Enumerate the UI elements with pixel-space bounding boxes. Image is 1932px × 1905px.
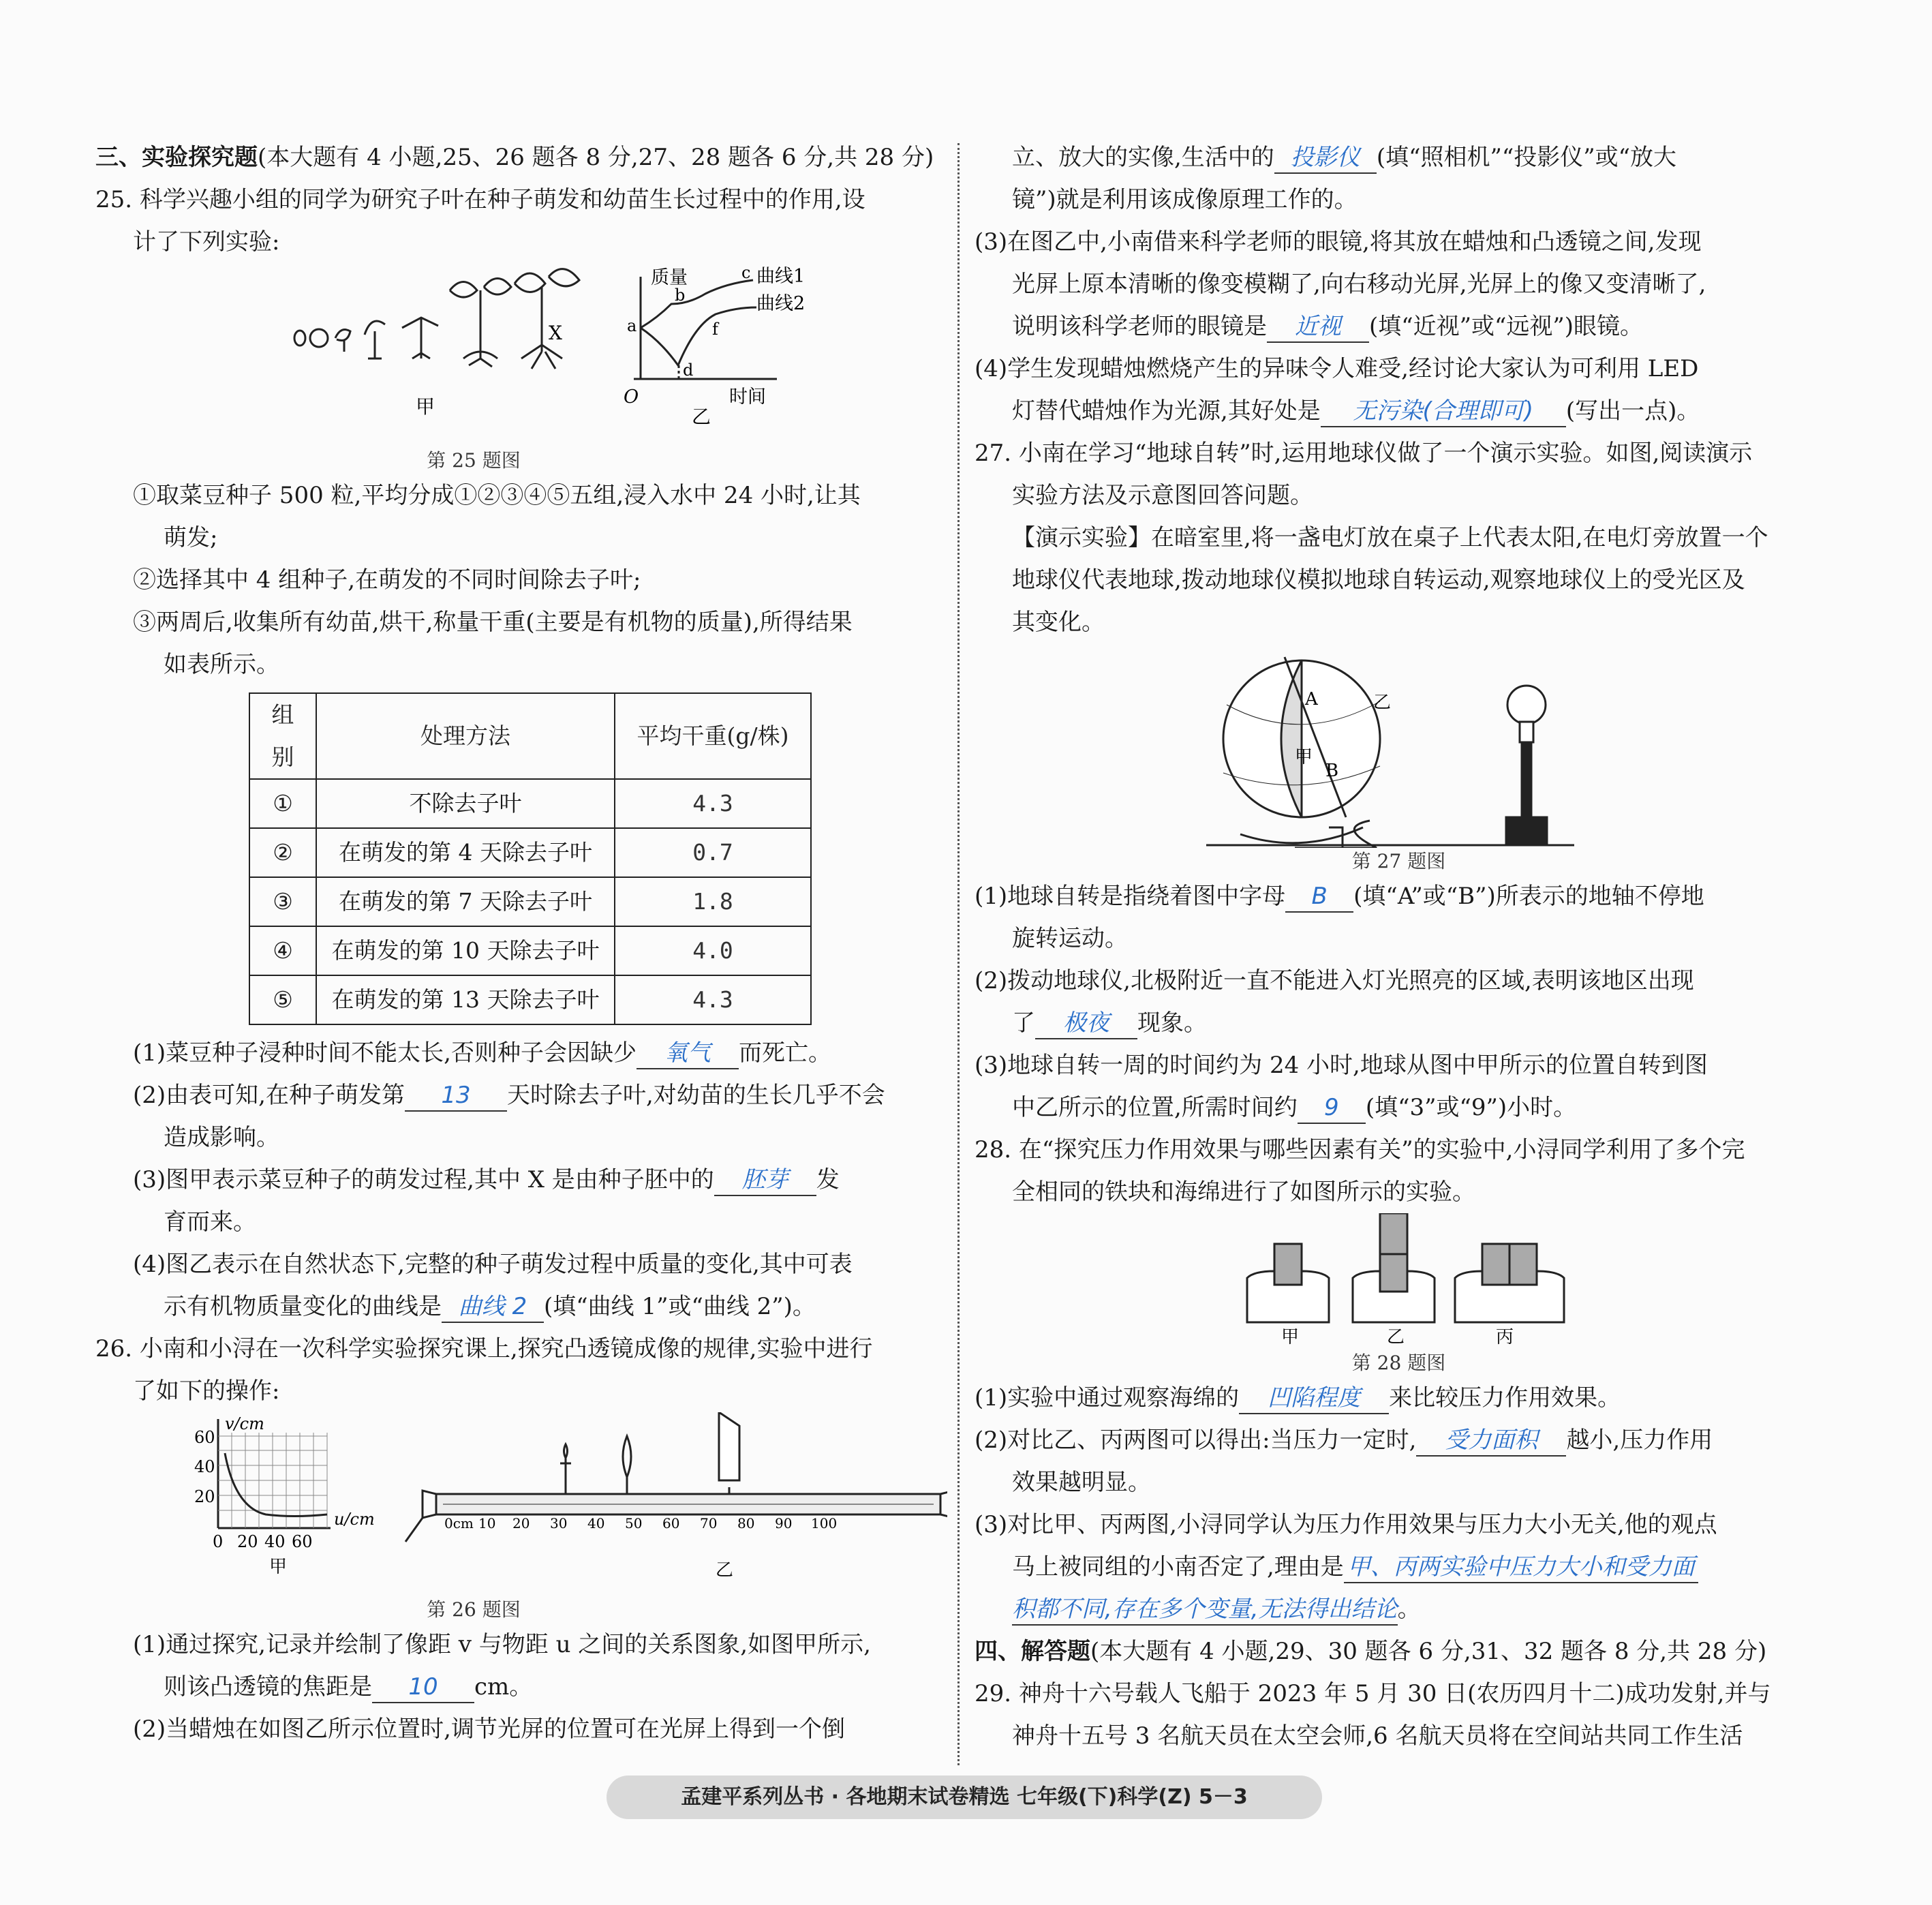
v-axis-label: v/cm: [225, 1414, 264, 1433]
q25-step-2: ②选择其中 4 组种子,在萌发的不同时间除去子叶;: [133, 566, 641, 594]
y-tick: 40: [194, 1457, 215, 1476]
page-footer: 孟建平系列丛书 · 各地期末试卷精选 七年级(下)科学(Z) 5－3: [607, 1776, 1322, 1819]
label-yi: 乙: [1387, 1327, 1405, 1347]
section-4-heading: 四、解答题(本大题有 4 小题,29、30 题各 6 分,31、32 题各 8 分,共 28 分): [975, 1638, 1767, 1665]
q26-part-3-end: 说明该科学老师的眼镜是 近视 (填“近视”或“远视”)眼镜。: [975, 305, 1823, 348]
q25-step-1a: ①取菜豆种子 500 粒,平均分成①②③④⑤五组,浸入水中 24 小时,让其: [133, 482, 861, 509]
table-cell: ⑤: [249, 975, 316, 1024]
answer-blank: 13: [405, 1080, 507, 1112]
fig-26-yi-label: 乙: [716, 1560, 734, 1581]
lamp: [1506, 686, 1547, 844]
figure-28-caption: 第 28 题图: [1351, 1352, 1446, 1374]
right-column: [975, 136, 1823, 1757]
q25-part-3-cont: 育而来。: [164, 1208, 256, 1236]
q27-stem-2: 实验方法及示意图回答问题。: [1012, 482, 1313, 509]
q28-part-2-cont: 效果越明显。: [1012, 1469, 1151, 1496]
q25-part-2-cont: 造成影响。: [164, 1124, 279, 1151]
q27-demo-2: 地球仪代表地球,拨动地球仪模拟地球自转运动,观察地球仪上的受光区及: [1012, 566, 1745, 594]
ruler-tick: 20: [512, 1515, 530, 1531]
q25-part-1: (1)菜豆种子浸种时间不能太长,否则种子会因缺少 氧气 而死亡。: [95, 1032, 947, 1074]
q28-stem: 28. 在“探究压力作用效果与哪些因素有关”的实验中,小浔同学利用了多个完: [975, 1136, 1745, 1163]
table-row: [249, 926, 811, 975]
q28-part-3: (3)对比甲、丙两图,小浔同学认为压力作用效果与压力大小无关,他的观点: [975, 1511, 1717, 1538]
figure-27-caption: 第 27 题图: [1351, 850, 1446, 872]
answer-blank: 无污染(合理即可): [1321, 396, 1566, 427]
table-cell: ③: [249, 877, 316, 926]
label-a: A: [1305, 689, 1318, 710]
table-header: 平均干重(g/株): [615, 693, 811, 779]
answer-blank: 近视: [1267, 311, 1369, 343]
answer-blank: 凹陷程度: [1239, 1383, 1389, 1414]
q27-part-3-cont: 中乙所示的位置,所需时间约 9 (填“3”或“9”)小时。: [975, 1086, 1823, 1129]
q26-part-2: (2)当蜡烛在如图乙所示位置时,调节光屏的位置可在光屏上得到一个倒: [133, 1716, 845, 1743]
curve-2-label: 曲线2: [756, 293, 806, 314]
q26-stem: 26. 小南和小浔在一次科学实验探究课上,探究凸透镜成像的规律,实验中进行: [95, 1335, 873, 1362]
q27-part-3: (3)地球自转一周的时间约为 24 小时,地球从图中甲所示的位置自转到图: [975, 1052, 1708, 1079]
q25-part-4: (4)图乙表示在自然状态下,完整的种子萌发过程中质量的变化,其中可表: [133, 1251, 853, 1278]
q25-step-3a: ③两周后,收集所有幼苗,烘干,称量干重(主要是有机物的质量),所得结果: [133, 609, 853, 636]
q28-part-2: (2)对比乙、丙两图可以得出:当压力一定时, 受力面积 越小,压力作用: [975, 1419, 1823, 1461]
q25-stem-2: 计了下列实验:: [133, 228, 280, 256]
table-cell: 1.8: [615, 877, 811, 926]
q26-part-4: (4)学生发现蜡烛燃烧产生的异味令人难受,经讨论大家认为可利用 LED: [975, 355, 1699, 382]
q27-demo-3: 其变化。: [1012, 609, 1105, 636]
table-cell: 4.3: [615, 975, 811, 1024]
q26-part-3: (3)在图乙中,小南借来科学老师的眼镜,将其放在蜡烛和凸透镜之间,发现: [975, 228, 1702, 256]
sponge-jia: [1247, 1244, 1329, 1322]
fig-25-yi-label: 乙: [692, 406, 711, 428]
sponge-bing: [1455, 1244, 1564, 1322]
q28-stem-2: 全相同的铁块和海绵进行了如图所示的实验。: [1012, 1178, 1475, 1206]
q25-part-4-cont: 示有机物质量变化的曲线是 曲线 2 (填“曲线 1”或“曲线 2”)。: [95, 1285, 947, 1328]
figure-27: [975, 643, 1823, 848]
q26-part-3-cont: 光屏上原本清晰的像变模糊了,向右移动光屏,光屏上的像又变清晰了,: [1012, 271, 1706, 298]
ruler-tick: 100: [811, 1515, 838, 1531]
u-axis-label: u/cm: [334, 1510, 375, 1529]
figure-25-drawing: [95, 263, 947, 447]
table-cell: 在萌发的第 7 天除去子叶: [316, 877, 615, 926]
ruler-tick: 40: [587, 1515, 605, 1531]
x-tick: 20: [237, 1532, 258, 1551]
answer-blank: 受力面积: [1416, 1425, 1566, 1457]
graph-x-label: 时间: [729, 386, 766, 408]
figure-26-caption: 第 26 题图: [427, 1598, 521, 1621]
q25-stem: 25. 科学兴趣小组的同学为研究子叶在种子萌发和幼苗生长过程中的作用,设: [95, 186, 865, 213]
table-row: [249, 877, 811, 926]
y-tick: 60: [194, 1428, 215, 1447]
ruler-tick: 0cm: [444, 1515, 474, 1531]
figure-26-drawing: [95, 1412, 947, 1596]
q27-demo: 【演示实验】在暗室里,将一盏电灯放在桌子上代表太阳,在电灯旁放置一个: [1012, 524, 1768, 551]
fig-26-jia-label: 甲: [269, 1557, 288, 1577]
ruler-tick: 80: [737, 1515, 755, 1531]
ruler-tick: 50: [625, 1515, 643, 1531]
x-tick: 40: [264, 1532, 286, 1551]
q27-part-1: (1)地球自转是指绕着图中字母 B (填“A”或“B”)所表示的地轴不停地: [975, 875, 1823, 917]
figure-25: [95, 263, 947, 447]
label-yi: 乙: [1373, 692, 1392, 713]
q29-line-1: 29. 神舟十六号载人飞船于 2023 年 5 月 30 日(农历四月十二)成功发射,并与: [975, 1680, 1771, 1707]
ruler-tick: 10: [478, 1515, 496, 1531]
label-jia: 甲: [1295, 747, 1313, 767]
q25-step-1b: 萌发;: [164, 524, 218, 551]
mass-time-graph: [634, 277, 777, 379]
answer-blank: 9: [1298, 1093, 1366, 1124]
label-jia: 甲: [1281, 1327, 1300, 1347]
table-cell: 0.7: [615, 828, 811, 877]
point-d: d: [683, 361, 694, 380]
figure-27-drawing: [975, 643, 1823, 848]
answer-blank: 投影仪: [1274, 142, 1377, 174]
left-column: [95, 136, 947, 1750]
table-header-row: [249, 693, 811, 779]
table-row: [249, 975, 811, 1024]
column-divider: [957, 143, 960, 1765]
q27-part-2: (2)拨动地球仪,北极附近一直不能进入灯光照亮的区域,表明该地区出现: [975, 967, 1694, 994]
table-cell: ①: [249, 779, 316, 828]
label-b: B: [1325, 761, 1339, 781]
section-3-heading: 三、实验探究题(本大题有 4 小题,25、26 题各 8 分,27、28 题各 6 分,共 28 分): [95, 144, 934, 171]
graph-y-label: 质量: [651, 267, 688, 288]
point-a: a: [627, 316, 637, 335]
table-cell: 4.0: [615, 926, 811, 975]
q26-part-4-cont: 灯替代蜡烛作为光源,其好处是 无污染(合理即可) (写出一点)。: [975, 390, 1823, 432]
answer-blank: 极夜: [1035, 1008, 1137, 1039]
answer-blank: 曲线 2: [442, 1292, 544, 1323]
point-c: c: [741, 263, 751, 282]
q26-part-1-cont: 则该凸透镜的焦距是 10 cm。: [95, 1666, 947, 1708]
table-cell: 在萌发的第 13 天除去子叶: [316, 975, 615, 1024]
y-tick: 20: [194, 1487, 215, 1506]
ruler-ticks: [444, 1515, 837, 1531]
q28-part-1: (1)实验中通过观察海绵的 凹陷程度 来比较压力作用效果。: [975, 1377, 1823, 1419]
table-cell: 在萌发的第 4 天除去子叶: [316, 828, 615, 877]
seed-germination-sketch: [294, 269, 579, 369]
q28-part-3-cont: 马上被同组的小南否定了,理由是 甲、丙两实验中压力大小和受力面: [975, 1546, 1823, 1588]
q27-part-2-cont: 了 极夜 现象。: [975, 1002, 1823, 1044]
table-row: [249, 828, 811, 877]
q27-part-1-cont: 旋转运动。: [1012, 925, 1128, 952]
x-tick: 60: [292, 1532, 313, 1551]
ruler-tick: 60: [662, 1515, 680, 1531]
answer-blank: 甲、丙两实验中压力大小和受力面: [1344, 1552, 1698, 1583]
fig-25-jia-label: 甲: [416, 395, 435, 418]
q26-part-2-end: 镜”)就是利用该成像原理工作的。: [1012, 186, 1358, 213]
label-bing: 丙: [1496, 1327, 1514, 1347]
ruler-tick: 90: [775, 1515, 793, 1531]
q25-step-3b: 如表所示。: [164, 651, 279, 678]
point-f: f: [712, 320, 718, 339]
point-b: b: [675, 286, 686, 305]
v-u-graph: [218, 1419, 331, 1528]
table-cell: 4.3: [615, 779, 811, 828]
q29-line-2: 神舟十五号 3 名航天员在太空会师,6 名航天员将在空间站共同工作生活: [1012, 1722, 1743, 1750]
answer-blank: 10: [372, 1672, 474, 1703]
figure-26: [95, 1412, 947, 1596]
q25-part-3: (3)图甲表示菜豆种子的萌发过程,其中 X 是由种子胚中的 胚芽 发: [95, 1159, 947, 1201]
q28-part-3-end: 积都不同,存在多个变量,无法得出结论。: [975, 1588, 1823, 1630]
sponge-yi: [1353, 1213, 1435, 1322]
answer-blank: B: [1285, 881, 1353, 913]
table-cell: 在萌发的第 10 天除去子叶: [316, 926, 615, 975]
ruler-tick: 70: [700, 1515, 718, 1531]
q25-part-2: (2)由表可知,在种子萌发第 13 天时除去子叶,对幼苗的生长几乎不会: [95, 1074, 947, 1116]
table-cell: ②: [249, 828, 316, 877]
table-cell: ④: [249, 926, 316, 975]
figure-25-caption: 第 25 题图: [427, 449, 521, 472]
table-header: 组别: [249, 693, 316, 779]
table-row: [249, 779, 811, 828]
q26-stem-2: 了如下的操作:: [133, 1377, 280, 1405]
curve-1-label: 曲线1: [756, 266, 806, 287]
ruler-tick: 30: [550, 1515, 568, 1531]
answer-blank: 胚芽: [714, 1165, 816, 1196]
results-table: [249, 692, 812, 1025]
answer-blank: 氧气: [637, 1038, 739, 1069]
x-tick: 0: [213, 1532, 224, 1551]
figure-28-drawing: [975, 1213, 1823, 1350]
figure-28: [975, 1213, 1823, 1350]
table-header: 处理方法: [316, 693, 615, 779]
label-x: X: [549, 322, 562, 344]
answer-blank: 积都不同,存在多个变量,无法得出结论: [1012, 1594, 1398, 1626]
table-cell: 不除去子叶: [316, 779, 615, 828]
q27-stem: 27. 小南在学习“地球自转”时,运用地球仪做了一个演示实验。如图,阅读演示: [975, 440, 1753, 467]
q26-part-1: (1)通过探究,记录并绘制了像距 v 与物距 u 之间的关系图象,如图甲所示,: [133, 1631, 871, 1658]
q26-part-2-cont: 立、放大的实像,生活中的 投影仪 (填“照相机”“投影仪”或“放大: [975, 136, 1823, 179]
graph-origin: O: [624, 386, 639, 408]
